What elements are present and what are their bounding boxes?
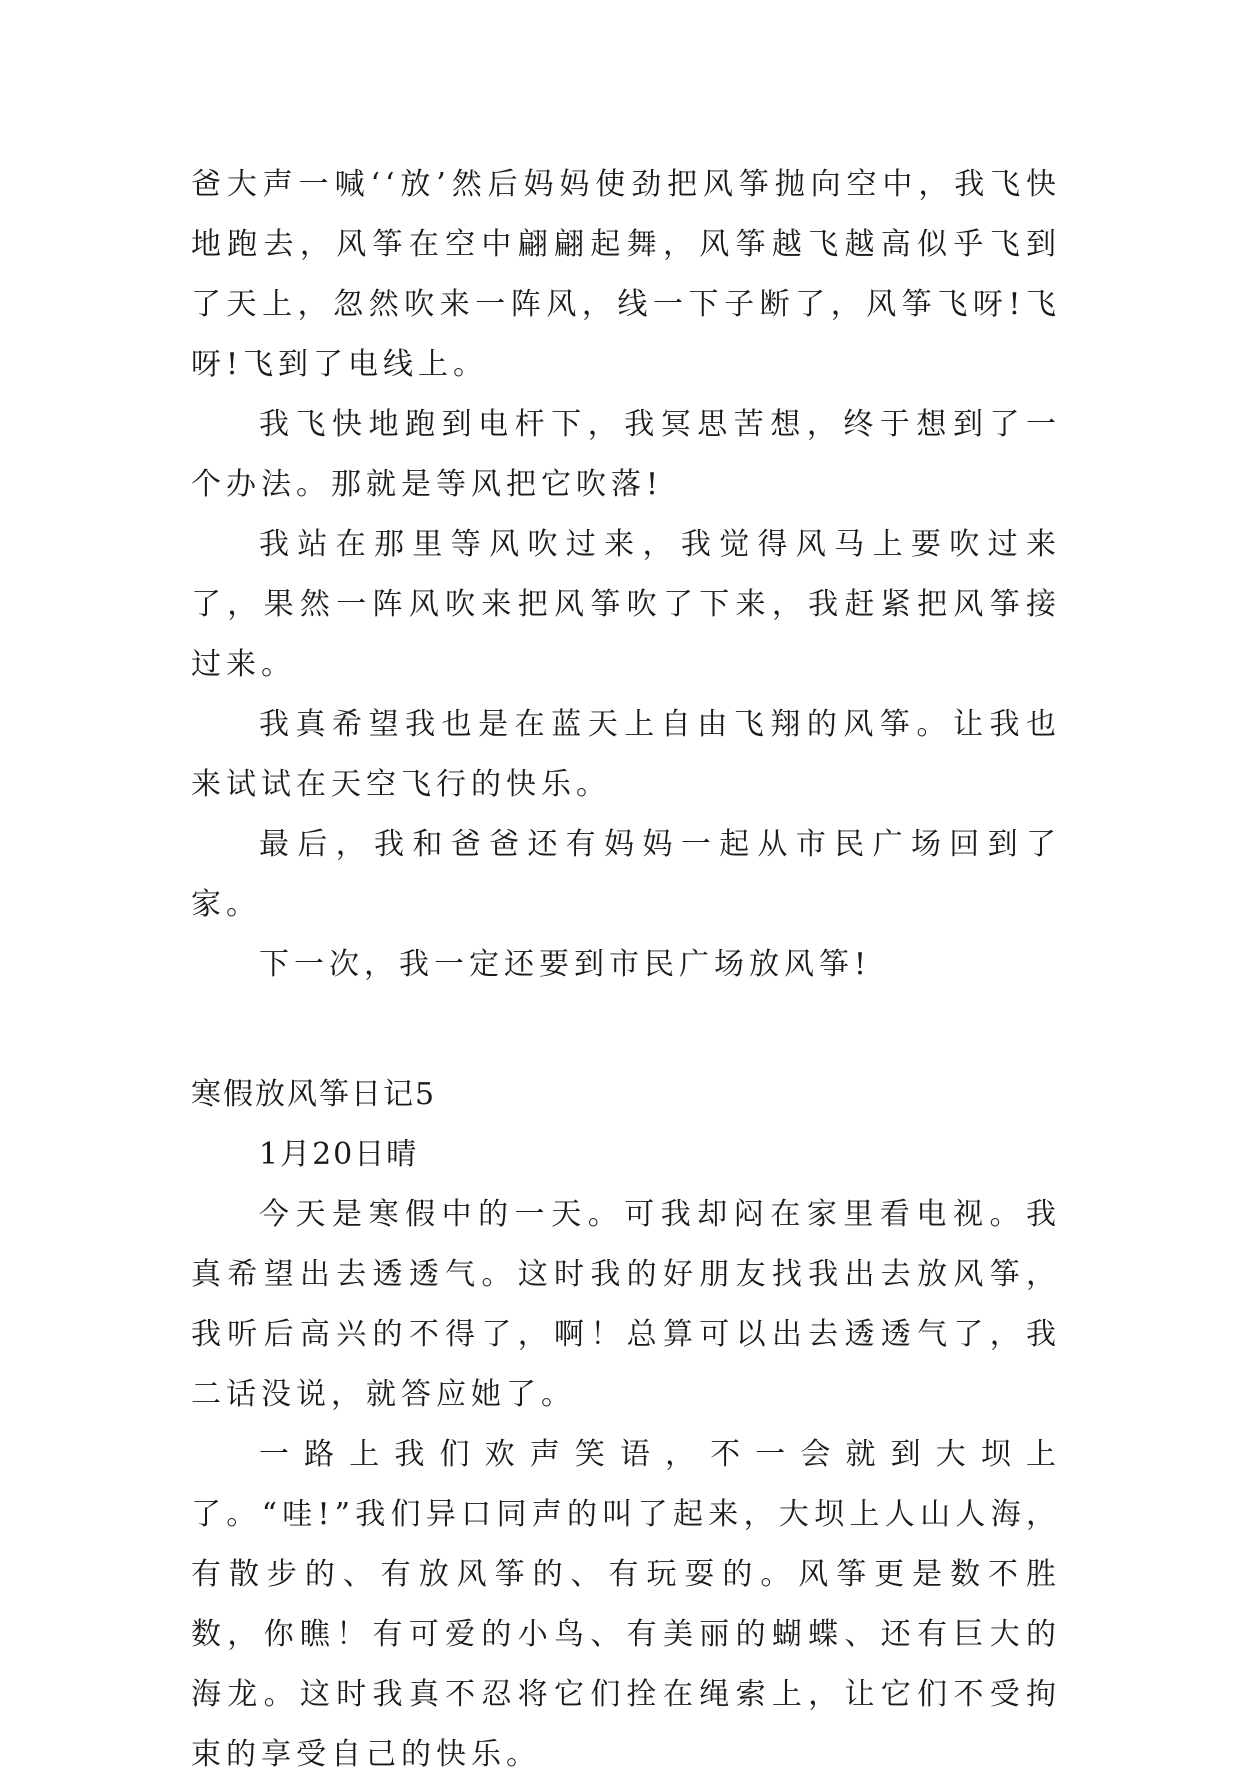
paragraph: 我飞快地跑到电杆下，我冥思苦想，终于想到了一个办法。那就是等风把它吹落! <box>191 407 1061 502</box>
section-spacer <box>191 995 1061 1065</box>
paragraph: 我站在那里等风吹过来，我觉得风马上要吹过来了，果然一阵风吹来把风筝吹了下来，我赶紧把风筝接过来。 <box>191 527 1061 682</box>
paragraph-continued: 爸大声一喊‘‘放’然后妈妈使劲把风筝抛向空中，我飞快地跑去，风筝在空中翩翩起舞，风筝越飞越高似乎飞到了天上，忽然吹来一阵风，线一下子断了，风筝飞呀!飞呀!飞到了电线上。 <box>191 167 1061 382</box>
paragraph: 今天是寒假中的一天。可我却闷在家里看电视。我真希望出去透透气。这时我的好朋友找我出去放风筝，我听后高兴的不得了，啊！总算可以出去透透气了，我二话没说，就答应她了。 <box>191 1197 1061 1412</box>
paragraph: 下一次，我一定还要到市民广场放风筝! <box>259 947 872 982</box>
paragraph: 最后，我和爸爸还有妈妈一起从市民广场回到了家。 <box>191 827 1061 922</box>
document-body <box>191 155 1061 1785</box>
paragraph: 我真希望我也是在蓝天上自由飞翔的风筝。让我也来试试在天空飞行的快乐。 <box>191 707 1061 802</box>
date-line: 1月20日晴 <box>259 1137 419 1172</box>
section-title: 寒假放风筝日记5 <box>191 1077 437 1112</box>
paragraph: 一路上我们欢声笑语，不一会就到大坝上了。“哇!”我们异口同声的叫了起来，大坝上人山人海，有散步的、有放风筝的、有玩耍的。风筝更是数不胜数，你瞧！有可爱的小鸟、有美丽的蝴蝶、还有巨大的海龙。这时我真不忍将它们拴在绳索上，让它们不受拘束的享受自己的快乐。 <box>191 1437 1061 1772</box>
